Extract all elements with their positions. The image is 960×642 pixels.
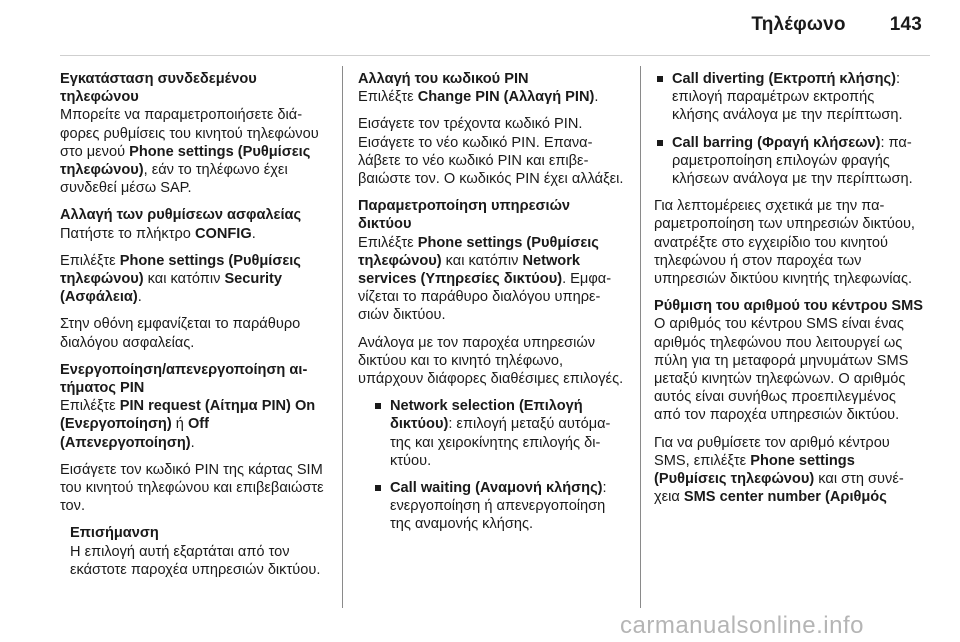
section-security-settings: Αλλαγή των ρυθμίσεων ασφαλείας Πατήστε το πλήκτρο CONFIG. bbox=[60, 206, 326, 242]
section-sms-center: Ρύθμιση του αριθμού του κέντρου SMS Ο αριθμός του κέντρου SMS είναι ένας αριθμός τηλεφώνου που λειτουργεί ως πύλη για τη μεταφορά μηνυμάτων SMS μεταξύ κινητών τηλεφώνων. Ο αριθμός αυτός είναι συνήθως προεπιλεγμένος από τον παροχέα υπηρεσιών δικτύου. bbox=[654, 298, 923, 424]
paragraph: Ανάλογα με τον παροχέα υπηρεσιών δικτύου και το κινητό τηλέφωνο, υπάρχουν διάφορες διαθέσιμες επιλογές. bbox=[358, 334, 624, 388]
paragraph: Εισάγετε τον τρέχοντα κωδικό PIN. Εισάγετε το νέο κωδικό PIN. Επαναλάβετε το νέο κωδικό PIN και επιβεβαιώστε τον. Ο κωδικός PIN έχει αλλάξει. bbox=[358, 116, 624, 188]
section-heading: Ρύθμιση του αριθμού του κέντρου SMS bbox=[654, 298, 923, 315]
note-text: Η επιλογή αυτή εξαρτάται από τον εκάστοτε παροχέα υπηρεσιών δικτύου. bbox=[70, 543, 321, 578]
page-header bbox=[751, 14, 922, 36]
section-pin-request: Ενεργοποίηση/απενεργοποίηση αιτήματος PIN Επιλέξτε PIN request (Αίτημα PIN) On (Ενεργοποίηση) ή Off (Απενεργοποίηση). bbox=[60, 361, 326, 452]
section-heading: Αλλαγή των ρυθμίσεων ασφαλείας bbox=[60, 207, 302, 224]
section-install-phone: Εγκατάσταση συνδεδεμένου τηλεφώνου Μπορείτε να παραμετροποιήσετε διάφορες ρυθμίσεις του κινητού τηλεφώνου στο μενού Phone settings (Ρυθμίσεις τηλεφώνου), εάν το τηλέφωνο έχει συνδεθεί μέσω SAP. bbox=[60, 70, 326, 197]
section-heading: Εγκατάσταση συνδεδεμένου τηλεφώνου bbox=[60, 71, 257, 106]
bullet-square-icon bbox=[375, 485, 381, 491]
section-network-services: Παραμετροποίηση υπηρεσιών δικτύου Επιλέξτε Phone settings (Ρυθμίσεις τηλεφώνου) και κατόπιν Network services (Υπηρεσίες δικτύου). Εμφανίζεται το παράθυρο διαλόγου υπηρεσιών δικτύου. bbox=[358, 197, 624, 324]
bullet-square-icon bbox=[657, 140, 663, 146]
list-item: Call diverting (Εκτροπή κλήσης): επιλογή παραμέτρων εκτροπής κλήσης ανάλογα με την περίπτωση. bbox=[654, 70, 924, 125]
list-item: Call barring (Φραγή κλήσεων): παραμετροποίηση επιλογών φραγής κλήσεων ανάλογα με την περίπτωση. bbox=[654, 134, 924, 189]
paragraph: Στην οθόνη εμφανίζεται το παράθυρο διαλόγου ασφαλείας. bbox=[60, 316, 301, 351]
section-heading: Ενεργοποίηση/απενεργοποίηση αιτήματος PIN bbox=[60, 361, 308, 397]
watermark: carmanualsonline.info bbox=[620, 612, 864, 639]
list-item: Network selection (Επιλογή δικτύου): επιλογή μεταξύ αυτόματης και χειροκίνητης επιλογής δικτύου. bbox=[372, 397, 624, 470]
bullet-square-icon bbox=[657, 76, 663, 82]
note-heading: Επισήμανση bbox=[70, 525, 159, 542]
column-divider-1 bbox=[342, 66, 343, 608]
list-item: Call waiting (Αναμονή κλήσης): ενεργοποίηση ή απενεργοποίηση της αναμονής κλήσης. bbox=[372, 479, 624, 534]
paragraph: Επιλέξτε Phone settings (Ρυθμίσεις τηλεφώνου) και κατόπιν Security (Ασφάλεια). bbox=[60, 252, 301, 306]
page-title: Τηλέφωνο bbox=[751, 14, 846, 35]
column-1 bbox=[60, 70, 326, 579]
paragraph: Για λεπτομέρειες σχετικά με την παραμετροποίηση των υπηρεσιών δικτύου, ανατρέξτε στο εγχειρίδιο του κινητού τηλεφώνου ή στον παροχέα των υπηρεσιών δικτύου κινητής τηλεφωνίας. bbox=[654, 198, 915, 288]
paragraph: Εισάγετε τον κωδικό PIN της κάρτας SIM του κινητού τηλεφώνου και επιβεβαιώστε τον. bbox=[60, 461, 324, 515]
section-heading: Παραμετροποίηση υπηρεσιών δικτύου bbox=[358, 198, 571, 233]
header-rule bbox=[60, 55, 930, 56]
bullet-square-icon bbox=[375, 403, 381, 409]
column-divider-2 bbox=[640, 66, 641, 608]
column-2 bbox=[358, 70, 624, 543]
section-change-pin: Αλλαγή του κωδικού PIN Επιλέξτε Change PIN (Αλλαγή PIN). bbox=[358, 70, 624, 106]
paragraph: Για να ρυθμίσετε τον αριθμό κέντρου SMS, επιλέξτε Phone settings (Ρυθμίσεις τηλεφώνου) και στη συνέχεια SMS center number (Αριθμός bbox=[654, 434, 904, 506]
page-number: 143 bbox=[889, 14, 922, 35]
note-box bbox=[70, 524, 326, 579]
section-heading: Αλλαγή του κωδικού PIN bbox=[358, 71, 529, 87]
column-3 bbox=[654, 70, 924, 515]
